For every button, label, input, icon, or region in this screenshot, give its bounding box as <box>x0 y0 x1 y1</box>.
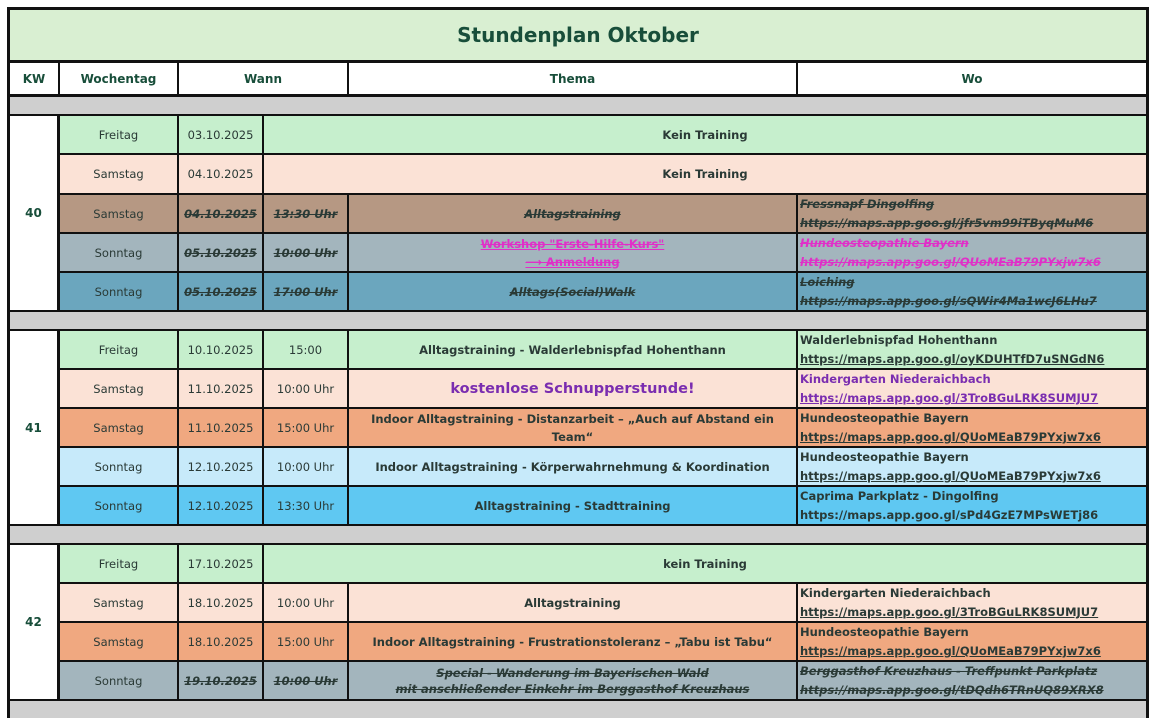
cell-wo <box>798 331 1146 368</box>
table-row <box>60 448 1146 487</box>
cell-datum: 04.10.2025 <box>179 195 264 232</box>
cell-wo <box>798 662 1146 699</box>
table-row <box>60 487 1146 526</box>
location-link[interactable]: https://maps.app.goo.gl/sQWir4Ma1wcJ6LHu7 <box>800 294 1097 308</box>
cell-zeit: 17:00 Uhr <box>264 273 349 310</box>
cell-wochentag: Samstag <box>60 409 179 446</box>
location-name: Caprima Parkplatz - Dingolfing <box>800 489 999 503</box>
location-link[interactable]: https://maps.app.goo.gl/QUoMEaB79PYxjw7x6 <box>800 255 1101 269</box>
header-wochentag: Wochentag <box>60 63 179 97</box>
header-wann: Wann <box>179 63 349 97</box>
location-link[interactable]: https://maps.app.goo.gl/QUoMEaB79PYxjw7x6 <box>800 469 1101 483</box>
table-row <box>60 662 1146 701</box>
week-separator <box>10 701 1146 718</box>
cell-wochentag: Freitag <box>60 545 179 582</box>
cell-datum: 19.10.2025 <box>179 662 264 699</box>
cell-thema: Alltagstraining - Stadttraining <box>349 487 798 524</box>
location-link[interactable]: https://maps.app.goo.gl/QUoMEaB79PYxjw7x6 <box>800 430 1101 444</box>
page-title: Stundenplan Oktober <box>10 10 1146 63</box>
cell-thema: Indoor Alltagstraining - Frustrationstoleranz – „Tabu ist Tabu“ <box>349 623 798 660</box>
cell-thema: Indoor Alltagstraining - Körperwahrnehmung & Koordination <box>349 448 798 485</box>
cell-zeit: 10:00 Uhr <box>264 584 349 621</box>
cell-wo <box>798 234 1146 271</box>
cell-wo <box>798 195 1146 232</box>
thema-line-1: Special - Wanderung im Bayerischen Wald <box>436 665 709 680</box>
cell-wochentag: Samstag <box>60 155 179 193</box>
table-row <box>60 584 1146 623</box>
cell-wochentag: Samstag <box>60 370 179 407</box>
table-row <box>60 370 1146 409</box>
cell-zeit: 13:30 Uhr <box>264 195 349 232</box>
cell-wochentag: Sonntag <box>60 234 179 271</box>
cell-thema: kein Training <box>663 556 747 571</box>
header-thema: Thema <box>349 63 798 97</box>
cell-datum: 12.10.2025 <box>179 487 264 524</box>
cell-wochentag: Samstag <box>60 584 179 621</box>
table-row <box>60 331 1146 370</box>
location-link[interactable]: https://maps.app.goo.gl/jfr5vm99iTByqMuM6 <box>800 216 1094 230</box>
cell-datum: 10.10.2025 <box>179 331 264 368</box>
cell-thema: Indoor Alltagstraining - Distanzarbeit – „Auch auf Abstand ein Team“ <box>349 409 798 446</box>
table-row <box>60 195 1146 234</box>
location-name: Kindergarten Niederaichbach <box>800 372 991 386</box>
cell-datum: 05.10.2025 <box>179 273 264 310</box>
location-link[interactable]: https://maps.app.goo.gl/sPd4GzE7MPsWETj86 <box>800 508 1099 522</box>
cell-wo <box>798 487 1146 524</box>
cell-thema <box>349 234 798 271</box>
cell-thema: Alltags(Social)Walk <box>349 273 798 310</box>
cell-datum: 11.10.2025 <box>179 409 264 446</box>
table-row <box>60 116 1146 155</box>
cell-wo <box>798 623 1146 660</box>
table-row <box>60 623 1146 662</box>
header-wo: Wo <box>798 63 1146 97</box>
cell-wochentag: Freitag <box>60 116 179 153</box>
kw-cell: 40 <box>10 116 60 312</box>
location-name: Hundeosteopathie Bayern <box>800 411 969 425</box>
table-row <box>60 409 1146 448</box>
location-name: Loiching <box>800 275 855 289</box>
cell-zeit: 10:00 Uhr <box>264 234 349 271</box>
cell-wo <box>798 370 1146 407</box>
cell-wochentag: Samstag <box>60 195 179 232</box>
table-row <box>60 545 1146 584</box>
thema-line-2: mit anschließender Einkehr im Berggasthof Kreuzhaus <box>395 681 750 696</box>
table-row <box>60 273 1146 312</box>
cell-zeit: 15:00 Uhr <box>264 623 349 660</box>
cell-zeit: 15:00 Uhr <box>264 409 349 446</box>
location-link[interactable]: https://maps.app.goo.gl/oyKDUHTfD7uSNGdN6 <box>800 352 1105 366</box>
cell-wochentag: Sonntag <box>60 487 179 524</box>
cell-wo <box>798 273 1146 310</box>
cell-zeit: 13:30 Uhr <box>264 487 349 524</box>
header-kw: KW <box>10 63 60 97</box>
cell-datum: 18.10.2025 <box>179 623 264 660</box>
cell-datum: 03.10.2025 <box>179 116 264 153</box>
location-name: Walderlebnispfad Hohenthann <box>800 333 998 347</box>
cell-thema: kostenlose Schnupperstunde! <box>349 370 798 407</box>
cell-thema: Alltagstraining <box>349 584 798 621</box>
cell-wochentag: Freitag <box>60 331 179 368</box>
cell-zeit: 10:00 Uhr <box>264 662 349 699</box>
cell-wochentag: Sonntag <box>60 662 179 699</box>
workshop-link[interactable]: Workshop "Erste-Hilfe-Kurs" <box>480 236 665 251</box>
location-name: Berggasthof Kreuzhaus - Treffpunkt Parkplatz <box>800 664 1098 678</box>
cell-datum: 04.10.2025 <box>179 155 264 193</box>
location-name: Hundeosteopathie Bayern <box>800 236 969 250</box>
kw-cell: 42 <box>10 545 60 701</box>
cell-datum: 05.10.2025 <box>179 234 264 271</box>
location-link[interactable]: https://maps.app.goo.gl/tDQdh6TRnUQ89XRX8 <box>800 683 1104 697</box>
kw-cell: 41 <box>10 331 60 526</box>
cell-datum: 12.10.2025 <box>179 448 264 485</box>
cell-thema <box>349 662 798 699</box>
cell-wo <box>798 409 1146 446</box>
location-name: Kindergarten Niederaichbach <box>800 586 991 600</box>
cell-datum: 18.10.2025 <box>179 584 264 621</box>
week-separator <box>10 312 1146 331</box>
week-separator <box>10 526 1146 545</box>
cell-zeit: 10:00 Uhr <box>264 448 349 485</box>
cell-wochentag: Samstag <box>60 623 179 660</box>
cell-zeit: 10:00 Uhr <box>264 370 349 407</box>
location-name: Hundeosteopathie Bayern <box>800 625 969 639</box>
cell-thema: Alltagstraining <box>349 195 798 232</box>
cell-wo <box>798 584 1146 621</box>
table-row <box>60 234 1146 273</box>
cell-wo <box>798 448 1146 485</box>
anmeldung-link[interactable]: ⟶ Anmeldung <box>525 254 620 269</box>
location-name: Fressnapf Dingolfing <box>800 197 935 211</box>
cell-datum: 17.10.2025 <box>179 545 264 582</box>
location-link[interactable]: https://maps.app.goo.gl/QUoMEaB79PYxjw7x6 <box>800 644 1101 658</box>
cell-datum: 11.10.2025 <box>179 370 264 407</box>
location-link[interactable]: https://maps.app.goo.gl/3TroBGuLRK8SUMJU7 <box>800 391 1099 405</box>
location-name: Hundeosteopathie Bayern <box>800 450 969 464</box>
cell-wochentag: Sonntag <box>60 273 179 310</box>
cell-thema: Alltagstraining - Walderlebnispfad Hohenthann <box>349 331 798 368</box>
schedule-table <box>7 7 1149 718</box>
cell-thema: Kein Training <box>662 127 748 142</box>
cell-thema: Kein Training <box>662 167 748 181</box>
table-row <box>60 155 1146 195</box>
location-link[interactable]: https://maps.app.goo.gl/3TroBGuLRK8SUMJU7 <box>800 605 1099 619</box>
week-separator <box>10 97 1146 116</box>
cell-wochentag: Sonntag <box>60 448 179 485</box>
cell-zeit: 15:00 <box>264 331 349 368</box>
